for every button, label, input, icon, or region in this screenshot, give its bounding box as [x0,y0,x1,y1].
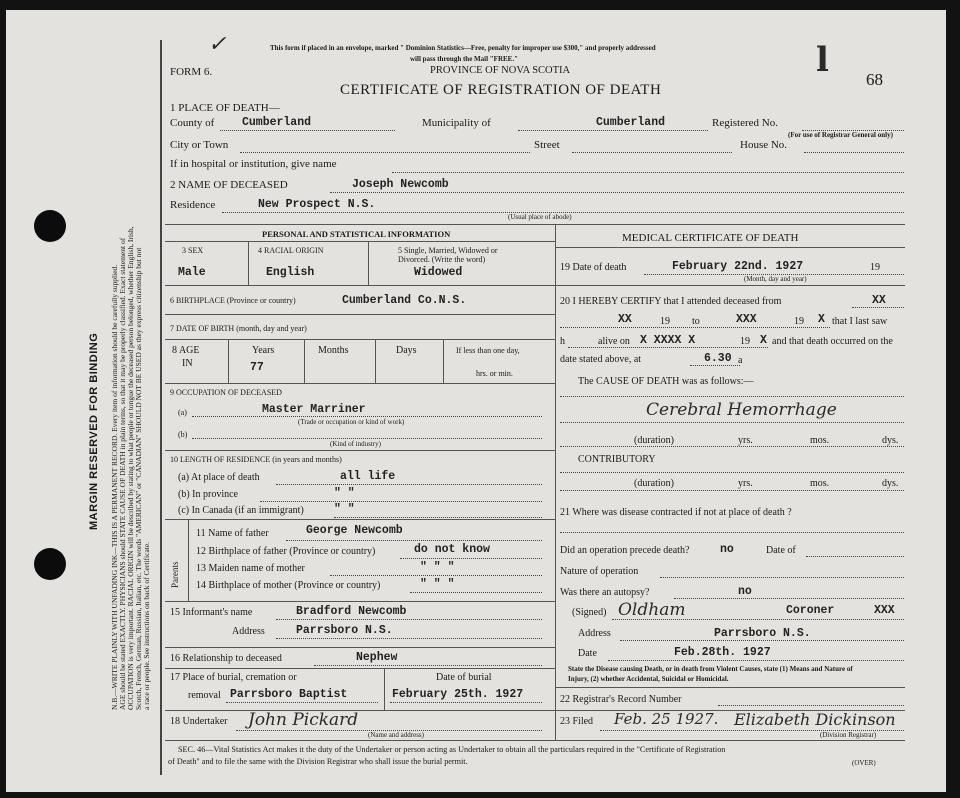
age-years-value: 77 [250,361,264,374]
occupation-a-line [192,416,542,417]
operation-value: no [720,543,734,556]
father-name-line [286,540,542,541]
signed-line [612,619,904,620]
margin-note-line-3: OCCUPATION is very important. RACIAL ORIGIN will be described by stating to what people or tongue the deceased person belonged, whether English, Irish, [126,226,135,710]
personal-info-heading: PERSONAL AND STATISTICAL INFORMATION [262,229,451,239]
nineteen-2: 19 [794,316,804,327]
page-number: 68 [866,70,883,89]
birthplace-label: 6 BIRTHPLACE (Province or country) [170,296,296,305]
coroner-address-value: Parrsboro N.S. [714,627,811,640]
violent-note-1: State the Disease causing Death, or in death from Violent Causes, state (1) Means and Nature of [568,665,853,673]
mother-birthplace-line [410,592,542,593]
personal-heading-rule [165,241,555,242]
father-birthplace-line [400,558,542,559]
registrar-record-line [718,705,904,706]
margin-title: MARGIN RESERVED FOR BINDING [88,332,100,530]
certify-from-value: XX [872,294,886,307]
deceased-name-line [330,192,904,193]
place-of-death-heading: 1 PLACE OF DEATH— [170,102,280,114]
alive-year-value: X [760,334,767,347]
operation-nature-label: Nature of operation [560,566,639,577]
age-col-2 [304,339,305,383]
mother-birthplace-label: 14 Birthplace of mother (Province or country) [196,580,381,591]
cause-duration-line [560,446,904,447]
grid-top-border [165,224,905,225]
at-place-value: all life [340,470,396,483]
house-number-line [804,152,904,153]
age-label-2: IN [182,358,193,369]
margin-note-line-4: Scotch, French, German, Russian, Italian, etc. The words "AMERICAN" or "CANADIAN" SHOULD NOT BE USED as they express citizenship but not [134,247,143,710]
contrib-duration-line [560,490,904,491]
alive-line [568,347,768,348]
marital-label-1: 5 Single, Married, Widowed or [398,246,498,255]
occupation-value: Master Marriner [262,403,366,416]
grid-bottom-border [165,740,905,741]
marital-label-2: Divorced. (Write the word) [398,255,486,264]
coroner-address-label: Address [578,628,611,639]
coroner-address-line [620,640,904,641]
certify-range-line [560,327,830,328]
father-name-value: George Newcomb [306,524,403,537]
hrs-min-label: hrs. or min. [476,369,513,378]
race-value: English [266,266,315,279]
row-rule-6 [165,314,555,315]
sex-value: Male [178,266,206,279]
contributory-line [560,472,904,473]
medical-heading: MEDICAL CERTIFICATE OF DEATH [622,232,799,244]
row-rule-9 [165,450,555,451]
signed-date-label: Date [578,648,597,659]
coroner-title-struck: XXX [874,604,895,617]
days-label: Days [396,345,417,356]
house-number-label: House No. [740,139,788,151]
occurred-label: and that death occurred on the [772,336,893,347]
mother-maiden-line [330,575,542,576]
death-time-value: 6.30 [704,352,732,365]
relationship-label: 16 Relationship to deceased [170,653,282,664]
h-label: h [560,336,565,347]
row-rule-14 [165,601,555,602]
nineteen-3: 19 [740,336,750,347]
mother-birthplace-value: " " " [420,578,455,591]
occupation-a-note: (Trade or occupation or kind of work) [298,418,405,426]
footer-over: (OVER) [852,759,876,767]
registrar-signature: Elizabeth Dickinson [734,710,896,729]
margin-border [160,40,162,775]
grid-center-divider [555,224,556,740]
informant-address-label: Address [232,626,265,637]
burial-place-line [226,702,378,703]
death-date-year-suffix: 19 [870,262,880,273]
years-label: Years [252,345,275,356]
coroner-signature: Oldham [618,600,686,620]
med-rule-19 [555,285,905,286]
race-col-divider [368,241,369,285]
in-canada-value: " " [334,503,355,516]
violent-note-2: Injury, (2) whether Accidental, Suicidal or Homicidal. [568,675,729,683]
in-province-line [260,501,542,502]
municipality-line [518,130,708,131]
father-name-label: 11 Name of father [196,528,269,539]
dob-label: 7 DATE OF BIRTH (month, day and year) [170,324,307,333]
signed-date-value: Feb.28th. 1927 [674,646,771,659]
death-time-ampm: a [738,355,743,366]
margin-note-line-1: N.B.—WRITE PLAINLY WITH UNFADING INK—THIS IS A PERMANENT RECORD. Every item of information should be carefully supplied. [110,264,119,710]
autopsy-value: no [738,585,752,598]
cause-label: The CAUSE OF DEATH was as follows:— [578,376,754,387]
hospital-label: If in hospital or institution, give name [170,158,337,170]
row-rule-7 [165,339,555,340]
row-rule-15 [165,647,555,648]
informant-address: Parrsboro N.S. [296,624,393,637]
corner-stroke-mark: l [816,40,829,80]
margin-note-line-5: a race or people. See instructions on back of Certificate. [142,541,151,710]
autopsy-label: Was there an autopsy? [560,587,650,598]
residence-value: New Prospect N.S. [258,198,376,211]
hospital-line [392,172,904,173]
burial-date-label: Date of burial [436,672,492,683]
certify-from-line [852,307,904,308]
operation-date-label: Date of [766,545,796,556]
informant-name: Bradford Newcomb [296,605,407,618]
disease-contracted-label: 21 Where was disease contracted if not at place of death ? [560,507,792,518]
certify-from-value-2: XX [618,313,632,326]
occupation-a-label: (a) [178,408,187,417]
municipality-value: Cumberland [596,116,666,129]
cause-duration-label: (duration) [634,435,674,446]
occupation-b-line [192,438,542,439]
medical-heading-rule [555,247,905,248]
mother-maiden-label: 13 Maiden name of mother [196,563,305,574]
death-date-value: February 22nd. 1927 [672,260,804,273]
cause-yrs-label: yrs. [738,435,753,446]
race-label: 4 RACIAL ORIGIN [258,246,324,255]
parents-side-label: Parents [170,561,180,588]
last-saw-label: that I last saw [832,316,888,327]
city-label: City or Town [170,139,229,151]
informant-label: 15 Informant's name [170,607,253,618]
disease-contracted-line [560,532,904,533]
relationship-value: Nephew [356,651,398,664]
cause-dys-label: dys. [882,435,899,446]
burial-date-value: February 25th. 1927 [392,688,524,701]
in-canada-line [334,517,542,518]
certify-label: 20 I HEREBY CERTIFY that I attended deceased from [560,296,782,307]
informant-name-line [276,619,542,620]
contrib-duration-label: (duration) [634,478,674,489]
row-rule-10 [165,519,555,520]
to-label: to [692,316,700,327]
sex-label: 3 SEX [182,246,204,255]
cause-value: Cerebral Hemorrhage [646,400,837,420]
age-label-1: 8 AGE [172,345,200,356]
sex-col-divider [248,241,249,285]
at-place-line [276,484,542,485]
registrar-use-note: (For use of Registrar General only) [788,131,893,139]
signed-date-line [608,660,904,661]
envelope-note-1: This form if placed in an envelope, marked " Dominion Statistics—Free, penalty for improper use $300," and properly addressed [270,44,656,52]
contrib-yrs-label: yrs. [738,478,753,489]
envelope-note-2: will pass through the Mail "FREE." [410,55,518,63]
operation-label: Did an operation precede death? [560,545,690,556]
contributory-label: CONTRIBUTORY [578,454,656,465]
coroner-title: Coroner [786,604,835,617]
row-rule-17 [165,710,555,711]
mother-maiden-value: " " " [420,561,455,574]
death-date-label: 19 Date of death [560,262,627,273]
signed-label: (Signed) [572,607,607,618]
row-rule-16 [165,668,555,669]
in-province-value: " " [334,487,355,500]
footer-line-1: SEC. 46—Vital Statistics Act makes it the duty of the Undertaker or person acting as Undertaker to obtain all the particulars required in the "Certificate of Registration [178,745,726,754]
registrar-record-label: 22 Registrar's Record Number [560,694,682,705]
county-label: County of [170,117,215,129]
marital-value: Widowed [414,266,463,279]
residence-note: (Usual place of abode) [508,213,572,221]
undertaker-note: (Name and address) [368,731,424,739]
contrib-mos-label: mos. [810,478,830,489]
alive-label: alive on [598,336,630,347]
father-birthplace-label: 12 Birthplace of father (Province or country) [196,546,376,557]
at-place-label: (a) At place of death [178,472,260,483]
med-rule-notes [555,687,905,688]
operation-nature-line [660,577,904,578]
binding-hole-top [34,210,66,242]
cause-line-1 [560,396,904,397]
cause-line-2 [560,422,904,423]
age-col-1 [228,339,229,383]
margin-note-line-2: AGE should be stated EXACTLY. PHYSICIANS should STATE CAUSE OF DEATH in plain terms, so that it may be properly classified. Exact statement of [118,237,127,710]
deceased-name-label: 2 NAME OF DECEASED [170,179,288,191]
filed-date-value: Feb. 25 1927. [614,710,719,728]
row-rule-5 [165,285,555,286]
death-date-note: (Month, day and year) [744,275,807,283]
certify-to-value: XXX [736,313,757,326]
death-time-line [690,365,740,366]
occupation-b-label: (b) [178,430,188,439]
occupation-label: 9 OCCUPATION OF DECEASED [170,388,282,397]
age-col-4 [443,339,444,383]
less-than-day-label: If less than one day, [456,346,520,355]
residence-length-label: 10 LENGTH OF RESIDENCE (in years and months) [170,455,342,464]
burial-place-label-1: 17 Place of burial, cremation or [170,672,297,683]
street-line [572,152,732,153]
contrib-dys-label: dys. [882,478,899,489]
city-line [240,152,530,153]
corner-check-mark: ✓ [208,32,227,57]
document-title: CERTIFICATE OF REGISTRATION OF DEATH [340,82,662,98]
operation-date-line [806,556,904,557]
residence-label: Residence [170,199,216,211]
age-col-3 [375,339,376,383]
undertaker-signature: John Pickard [248,710,359,730]
father-birthplace-value: do not know [414,543,490,556]
province-heading: PROVINCE OF NOVA SCOTIA [430,65,571,76]
informant-address-line [276,638,542,639]
autopsy-line [674,598,904,599]
burial-place-value: Parrsboro Baptist [230,688,348,701]
municipality-label: Municipality of [422,117,491,129]
months-label: Months [318,345,349,356]
filed-label: 23 Filed [560,716,594,727]
alive-value: X XXXX X [640,334,696,347]
date-stated-label: date stated above, at [560,354,642,365]
registrar-note: (Division Registrar) [820,731,877,739]
registered-number-label: Registered No. [712,117,778,129]
cause-mos-label: mos. [810,435,830,446]
undertaker-label: 18 Undertaker [170,716,228,727]
binding-hole-bottom [34,548,66,580]
parents-side-divider [188,519,189,601]
birthplace-value: Cumberland Co.N.S. [342,294,467,307]
in-province-label: (b) In province [178,489,238,500]
footer-line-2: of Death" and to file the same with the Division Registrar who shall issue the burial permit. [168,757,468,766]
county-line [220,130,395,131]
deceased-name: Joseph Newcomb [352,178,449,191]
in-canada-label: (c) In Canada (if an immigrant) [178,505,304,516]
row-rule-8 [165,383,555,384]
certify-year-value: X [818,313,825,326]
occupation-b-note: (Kind of industry) [330,440,381,448]
form-number: FORM 6. [170,66,213,78]
street-label: Street [534,139,560,151]
burial-place-label-2: removal [188,690,221,701]
county-value: Cumberland [242,116,312,129]
relationship-line [314,665,542,666]
burial-date-divider [384,668,385,710]
nineteen-1: 19 [660,316,670,327]
burial-date-line [390,702,542,703]
